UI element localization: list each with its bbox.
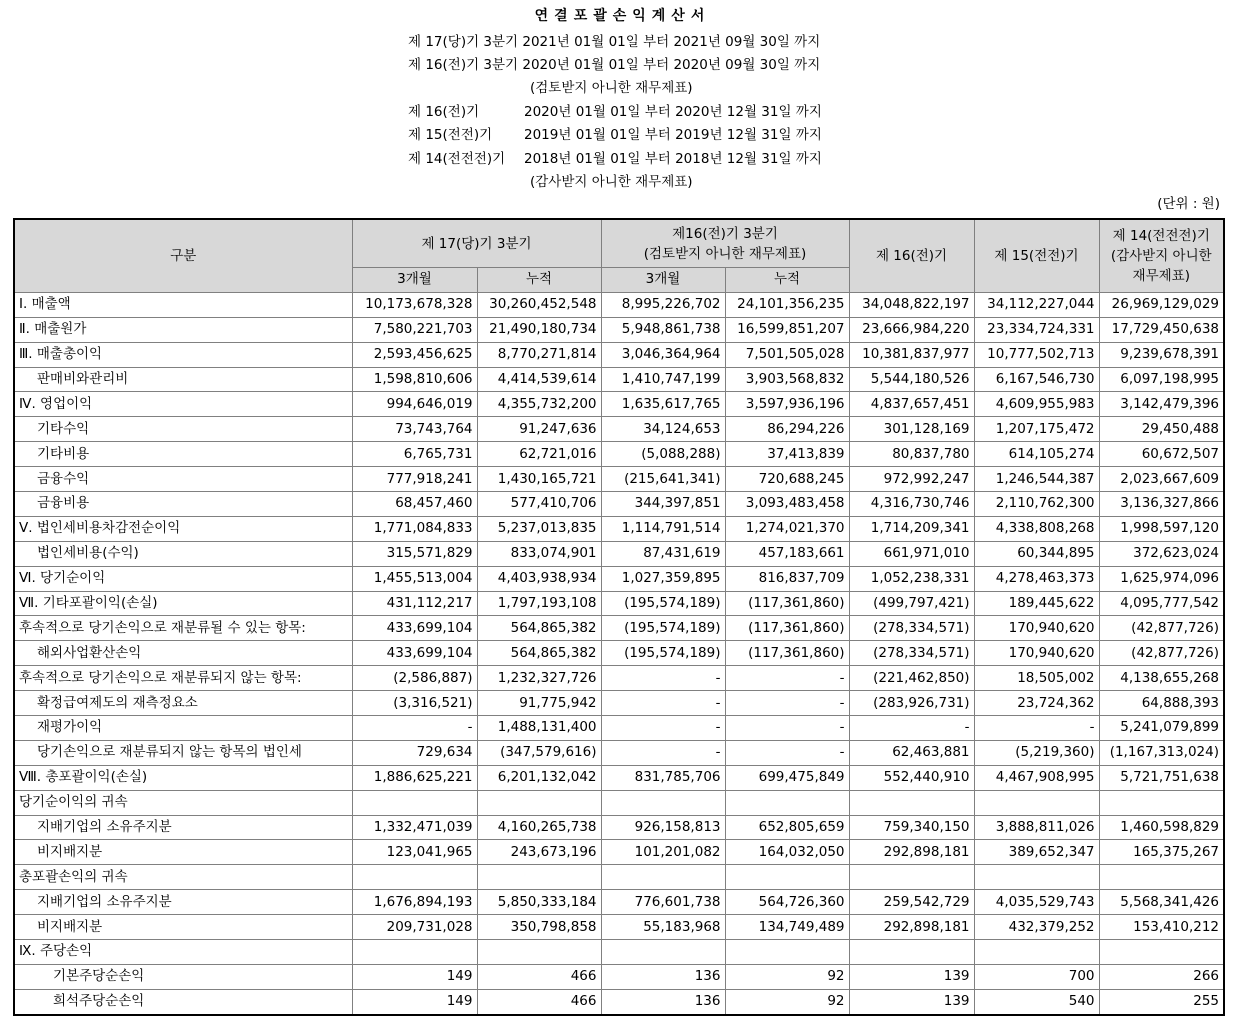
cell-y16	[849, 865, 974, 890]
col-header-y14	[1099, 219, 1224, 292]
cell-q17-cum: 833,074,901	[477, 541, 601, 566]
cell-q16-3m: (5,088,288)	[601, 442, 725, 467]
row-label: 재평가이익	[14, 716, 352, 741]
cell-y16: 139	[849, 964, 974, 989]
col-header-y16: 제 16(전)기	[849, 219, 974, 292]
cell-q16-3m: (195,574,189)	[601, 641, 725, 666]
cell-q16-3m: -	[601, 716, 725, 741]
table-row	[14, 566, 1224, 591]
row-label: Ⅴ. 법인세비용차감전순이익	[14, 516, 352, 541]
cell-y14: 3,136,327,866	[1099, 492, 1224, 517]
cell-q16-cum: 699,475,849	[725, 765, 849, 790]
cell-y16: 661,971,010	[849, 541, 974, 566]
cell-q17-3m: 431,112,217	[352, 591, 477, 616]
cell-y14: 1,625,974,096	[1099, 566, 1224, 591]
cell-y14: 26,969,129,029	[1099, 292, 1224, 317]
cell-q16-3m: 87,431,619	[601, 541, 725, 566]
cell-q17-cum: 4,414,539,614	[477, 367, 601, 392]
table-row	[14, 442, 1224, 467]
cell-q17-3m: 729,634	[352, 740, 477, 765]
cell-q17-cum: 243,673,196	[477, 840, 601, 865]
cell-y15: 23,724,362	[974, 691, 1099, 716]
cell-q16-3m: (195,574,189)	[601, 616, 725, 641]
cell-q16-cum: 3,093,483,458	[725, 492, 849, 517]
cell-y16: 5,544,180,526	[849, 367, 974, 392]
table-row	[14, 890, 1224, 915]
cell-q16-3m: 1,635,617,765	[601, 392, 725, 417]
col-header-q16-line1: 제16(전)기 3분기	[672, 225, 778, 242]
cell-q17-3m: 123,041,965	[352, 840, 477, 865]
period-line-current: 제 17(당)기 3분기 2021년 01월 01일 부터 2021년 09월 30일 까지	[408, 34, 821, 50]
cell-q17-cum: 4,160,265,738	[477, 815, 601, 840]
row-label: 비지배지분	[14, 840, 352, 865]
cell-q17-cum: 6,201,132,042	[477, 765, 601, 790]
table-row	[14, 940, 1224, 965]
cell-q16-3m: 926,158,813	[601, 815, 725, 840]
cell-q17-3m: 777,918,241	[352, 467, 477, 492]
cell-q16-cum: (117,361,860)	[725, 641, 849, 666]
cell-q16-3m: 136	[601, 989, 725, 1014]
cell-y16: 139	[849, 989, 974, 1014]
review-note: (검토받지 아니한 재무제표)	[530, 80, 693, 96]
cell-y16: 10,381,837,977	[849, 342, 974, 367]
row-label: 총포괄손익의 귀속	[14, 865, 352, 890]
table-row	[14, 964, 1224, 989]
cell-q16-cum: 816,837,709	[725, 566, 849, 591]
cell-q17-cum: 350,798,858	[477, 915, 601, 940]
cell-q17-cum: 564,865,382	[477, 616, 601, 641]
cell-q17-3m: 1,886,625,221	[352, 765, 477, 790]
cell-q17-3m: 6,765,731	[352, 442, 477, 467]
cell-y15	[974, 790, 1099, 815]
cell-q17-3m: 1,771,084,833	[352, 516, 477, 541]
cell-q17-3m: 1,455,513,004	[352, 566, 477, 591]
cell-q16-3m: 344,397,851	[601, 492, 725, 517]
period-line-prior: 제 16(전)기 3분기 2020년 01월 01일 부터 2020년 09월 30일 까지	[408, 57, 821, 73]
table-row	[14, 541, 1224, 566]
cell-y14: 255	[1099, 989, 1224, 1014]
row-label: 지배기업의 소유주지분	[14, 890, 352, 915]
cell-q16-3m: 1,410,747,199	[601, 367, 725, 392]
cell-q17-cum	[477, 940, 601, 965]
cell-q17-cum: 4,355,732,200	[477, 392, 601, 417]
cell-q16-3m: (215,641,341)	[601, 467, 725, 492]
cell-y16: 1,052,238,331	[849, 566, 974, 591]
table-row	[14, 840, 1224, 865]
row-label: 금융비용	[14, 492, 352, 517]
cell-y14	[1099, 940, 1224, 965]
cell-y16: 301,128,169	[849, 417, 974, 442]
row-label: 법인세비용(수익)	[14, 541, 352, 566]
cell-q17-cum: (347,579,616)	[477, 740, 601, 765]
row-label: Ⅰ. 매출액	[14, 292, 352, 317]
cell-q16-cum: -	[725, 666, 849, 691]
cell-y15: 4,035,529,743	[974, 890, 1099, 915]
cell-y14: 4,138,655,268	[1099, 666, 1224, 691]
row-label: Ⅸ. 주당손익	[14, 940, 352, 965]
cell-q16-cum	[725, 865, 849, 890]
row-label: 당기순이익의 귀속	[14, 790, 352, 815]
cell-q17-cum: 91,775,942	[477, 691, 601, 716]
cell-q16-3m: -	[601, 740, 725, 765]
cell-q17-3m: 994,646,019	[352, 392, 477, 417]
cell-q16-cum: 3,903,568,832	[725, 367, 849, 392]
table-row	[14, 691, 1224, 716]
col-header-q17: 제 17(당)기 3분기	[352, 219, 601, 268]
table-row	[14, 616, 1224, 641]
cell-y15: 23,334,724,331	[974, 317, 1099, 342]
cell-y15: 540	[974, 989, 1099, 1014]
cell-q17-cum: 1,488,131,400	[477, 716, 601, 741]
cell-y15: 614,105,274	[974, 442, 1099, 467]
cell-q16-3m: 55,183,968	[601, 915, 725, 940]
cell-q16-cum: 720,688,245	[725, 467, 849, 492]
cell-q17-3m: 7,580,221,703	[352, 317, 477, 342]
cell-y15	[974, 865, 1099, 890]
row-label: 기본주당순손익	[14, 964, 352, 989]
cell-y16: 4,837,657,451	[849, 392, 974, 417]
annual-range-16: 2020년 01월 01일 부터 2020년 12월 31일 까지	[524, 104, 822, 120]
income-statement-table	[13, 218, 1225, 1016]
cell-y15: 432,379,252	[974, 915, 1099, 940]
cell-y15: 1,246,544,387	[974, 467, 1099, 492]
cell-q16-cum: 457,183,661	[725, 541, 849, 566]
table-row	[14, 989, 1224, 1014]
col-header-item: 구분	[14, 219, 352, 292]
cell-y14: 5,721,751,638	[1099, 765, 1224, 790]
row-label: 판매비와관리비	[14, 367, 352, 392]
cell-y15: 389,652,347	[974, 840, 1099, 865]
cell-y15: -	[974, 716, 1099, 741]
cell-q16-cum: (117,361,860)	[725, 591, 849, 616]
cell-y16: (221,462,850)	[849, 666, 974, 691]
cell-y16: 292,898,181	[849, 915, 974, 940]
cell-y16: (278,334,571)	[849, 616, 974, 641]
row-label: 후속적으로 당기손익으로 재분류되지 않는 항목:	[14, 666, 352, 691]
cell-q17-3m	[352, 940, 477, 965]
cell-q16-3m: 1,027,359,895	[601, 566, 725, 591]
cell-q16-cum: 92	[725, 989, 849, 1014]
cell-q16-3m: 5,948,861,738	[601, 317, 725, 342]
cell-q17-cum: 1,430,165,721	[477, 467, 601, 492]
row-label: Ⅱ. 매출원가	[14, 317, 352, 342]
row-label: 지배기업의 소유주지분	[14, 815, 352, 840]
cell-y15: 2,110,762,300	[974, 492, 1099, 517]
cell-y16: -	[849, 716, 974, 741]
cell-q16-cum: -	[725, 716, 849, 741]
cell-y14: 5,568,341,426	[1099, 890, 1224, 915]
col-header-y15: 제 15(전전)기	[974, 219, 1099, 292]
cell-y16	[849, 790, 974, 815]
cell-q17-3m: -	[352, 716, 477, 741]
cell-y14	[1099, 865, 1224, 890]
table-row	[14, 666, 1224, 691]
cell-q16-3m: 101,201,082	[601, 840, 725, 865]
cell-q16-cum	[725, 940, 849, 965]
cell-q17-3m: 10,173,678,328	[352, 292, 477, 317]
cell-q16-3m: -	[601, 666, 725, 691]
cell-q16-3m	[601, 940, 725, 965]
cell-y15: 18,505,002	[974, 666, 1099, 691]
cell-q16-cum	[725, 790, 849, 815]
annual-label-15: 제 15(전전)기	[408, 127, 493, 143]
cell-q16-cum: 24,101,356,235	[725, 292, 849, 317]
cell-y15: 4,338,808,268	[974, 516, 1099, 541]
cell-y14: 17,729,450,638	[1099, 317, 1224, 342]
cell-y15: 189,445,622	[974, 591, 1099, 616]
cell-q17-cum: 5,850,333,184	[477, 890, 601, 915]
cell-q17-3m: 209,731,028	[352, 915, 477, 940]
cell-y14: 9,239,678,391	[1099, 342, 1224, 367]
cell-q17-3m: (2,586,887)	[352, 666, 477, 691]
col-header-q16-line2: (검토받지 아니한 재무제표)	[643, 245, 807, 262]
cell-q17-3m: 149	[352, 964, 477, 989]
cell-y14: 1,998,597,120	[1099, 516, 1224, 541]
annual-range-14: 2018년 01월 01일 부터 2018년 12월 31일 까지	[524, 151, 822, 167]
cell-y16	[849, 940, 974, 965]
cell-y15: 10,777,502,713	[974, 342, 1099, 367]
cell-y16: 259,542,729	[849, 890, 974, 915]
cell-q17-cum	[477, 790, 601, 815]
cell-q17-3m: 1,332,471,039	[352, 815, 477, 840]
row-label: Ⅳ. 영업이익	[14, 392, 352, 417]
cell-y15: 1,207,175,472	[974, 417, 1099, 442]
cell-y16: 292,898,181	[849, 840, 974, 865]
cell-q17-cum: 1,232,327,726	[477, 666, 601, 691]
table-row	[14, 740, 1224, 765]
annual-label-16: 제 16(전)기	[408, 104, 480, 120]
cell-y14: 2,023,667,609	[1099, 467, 1224, 492]
cell-y16: (499,797,421)	[849, 591, 974, 616]
cell-y15: (5,219,360)	[974, 740, 1099, 765]
cell-q17-cum: 21,490,180,734	[477, 317, 601, 342]
cell-q17-cum: 91,247,636	[477, 417, 601, 442]
table-row	[14, 367, 1224, 392]
annual-label-14: 제 14(전전전)기	[408, 151, 506, 167]
col-header-y14-line2: (감사받지 아니한	[1110, 247, 1212, 264]
cell-q17-3m: 433,699,104	[352, 641, 477, 666]
cell-y14: 165,375,267	[1099, 840, 1224, 865]
cell-y14: (42,877,726)	[1099, 616, 1224, 641]
statement-title: 연결포괄손익계산서	[534, 8, 711, 24]
cell-y14: 4,095,777,542	[1099, 591, 1224, 616]
cell-q16-3m: 776,601,738	[601, 890, 725, 915]
cell-y16: (283,926,731)	[849, 691, 974, 716]
cell-q16-cum: (117,361,860)	[725, 616, 849, 641]
cell-y14	[1099, 790, 1224, 815]
table-row	[14, 492, 1224, 517]
cell-q17-3m: 2,593,456,625	[352, 342, 477, 367]
cell-q17-cum: 1,797,193,108	[477, 591, 601, 616]
cell-q17-cum: 466	[477, 964, 601, 989]
table-row	[14, 915, 1224, 940]
cell-q17-3m: 1,598,810,606	[352, 367, 477, 392]
cell-q17-cum: 564,865,382	[477, 641, 601, 666]
cell-y15: 170,940,620	[974, 616, 1099, 641]
cell-q17-3m: 73,743,764	[352, 417, 477, 442]
table-row	[14, 765, 1224, 790]
cell-y15: 170,940,620	[974, 641, 1099, 666]
sub-header-q16-3m: 3개월	[601, 268, 725, 293]
cell-q16-cum: 7,501,505,028	[725, 342, 849, 367]
cell-y14: 1,460,598,829	[1099, 815, 1224, 840]
cell-q17-3m: 315,571,829	[352, 541, 477, 566]
cell-y16: 4,316,730,746	[849, 492, 974, 517]
cell-y16: (278,334,571)	[849, 641, 974, 666]
cell-q17-3m	[352, 790, 477, 815]
row-label: 기타수익	[14, 417, 352, 442]
cell-y14: 153,410,212	[1099, 915, 1224, 940]
cell-y15	[974, 940, 1099, 965]
cell-y15: 6,167,546,730	[974, 367, 1099, 392]
cell-q16-3m: 1,114,791,514	[601, 516, 725, 541]
cell-y15: 34,112,227,044	[974, 292, 1099, 317]
cell-y14: (42,877,726)	[1099, 641, 1224, 666]
cell-q16-3m: 831,785,706	[601, 765, 725, 790]
table-row	[14, 815, 1224, 840]
cell-q16-cum: 564,726,360	[725, 890, 849, 915]
cell-q16-3m	[601, 790, 725, 815]
cell-q17-3m: 149	[352, 989, 477, 1014]
table-row	[14, 467, 1224, 492]
cell-q17-cum: 466	[477, 989, 601, 1014]
sub-header-q17-cum: 누적	[477, 268, 601, 293]
sub-header-q16-cum: 누적	[725, 268, 849, 293]
cell-y16: 1,714,209,341	[849, 516, 974, 541]
cell-q17-3m: 433,699,104	[352, 616, 477, 641]
table-row	[14, 292, 1224, 317]
row-label: 금융수익	[14, 467, 352, 492]
cell-y15: 700	[974, 964, 1099, 989]
cell-y15: 60,344,895	[974, 541, 1099, 566]
cell-q16-cum: 134,749,489	[725, 915, 849, 940]
statement-rows	[14, 292, 1224, 1014]
row-label: 기타비용	[14, 442, 352, 467]
row-label: Ⅷ. 총포괄이익(손실)	[14, 765, 352, 790]
cell-q16-cum: 3,597,936,196	[725, 392, 849, 417]
cell-q16-3m: -	[601, 691, 725, 716]
cell-y16: 23,666,984,220	[849, 317, 974, 342]
cell-q17-cum: 8,770,271,814	[477, 342, 601, 367]
audit-note: (감사받지 아니한 재무제표)	[530, 174, 693, 190]
col-header-y14-line1: 제 14(전전전)기	[1112, 227, 1210, 244]
cell-q16-cum: 1,274,021,370	[725, 516, 849, 541]
annual-range-15: 2019년 01월 01일 부터 2019년 12월 31일 까지	[524, 127, 822, 143]
cell-y14: 60,672,507	[1099, 442, 1224, 467]
cell-q16-3m: (195,574,189)	[601, 591, 725, 616]
cell-q17-cum: 577,410,706	[477, 492, 601, 517]
cell-y15: 4,467,908,995	[974, 765, 1099, 790]
cell-y16: 80,837,780	[849, 442, 974, 467]
table-row	[14, 317, 1224, 342]
table-row	[14, 790, 1224, 815]
table-row	[14, 865, 1224, 890]
cell-q16-cum: 16,599,851,207	[725, 317, 849, 342]
cell-q16-cum: 92	[725, 964, 849, 989]
sub-header-q17-3m: 3개월	[352, 268, 477, 293]
cell-q16-cum: -	[725, 740, 849, 765]
cell-y15: 4,278,463,373	[974, 566, 1099, 591]
table-row	[14, 417, 1224, 442]
cell-q17-cum: 4,403,938,934	[477, 566, 601, 591]
row-label: 당기손익으로 재분류되지 않는 항목의 법인세	[14, 740, 352, 765]
cell-y15: 4,609,955,983	[974, 392, 1099, 417]
cell-q16-cum: 37,413,839	[725, 442, 849, 467]
cell-y14: 3,142,479,396	[1099, 392, 1224, 417]
row-label: Ⅲ. 매출총이익	[14, 342, 352, 367]
cell-q16-3m: 34,124,653	[601, 417, 725, 442]
cell-q17-3m: 68,457,460	[352, 492, 477, 517]
table-row	[14, 392, 1224, 417]
cell-y14: 6,097,198,995	[1099, 367, 1224, 392]
cell-q17-cum: 30,260,452,548	[477, 292, 601, 317]
cell-q17-3m: 1,676,894,193	[352, 890, 477, 915]
cell-y16: 552,440,910	[849, 765, 974, 790]
cell-q17-cum	[477, 865, 601, 890]
cell-q17-cum: 5,237,013,835	[477, 516, 601, 541]
cell-y14: 372,623,024	[1099, 541, 1224, 566]
cell-q16-3m: 8,995,226,702	[601, 292, 725, 317]
cell-y14: 266	[1099, 964, 1224, 989]
cell-q16-cum: 652,805,659	[725, 815, 849, 840]
row-label: Ⅶ. 기타포괄이익(손실)	[14, 591, 352, 616]
cell-q16-3m	[601, 865, 725, 890]
row-label: 후속적으로 당기손익으로 재분류될 수 있는 항목:	[14, 616, 352, 641]
cell-y16: 34,048,822,197	[849, 292, 974, 317]
cell-y14: 64,888,393	[1099, 691, 1224, 716]
col-header-q16	[601, 219, 849, 268]
row-label: 희석주당순손익	[14, 989, 352, 1014]
col-header-y14-line3: 재무제표)	[1132, 267, 1190, 284]
cell-y14: 5,241,079,899	[1099, 716, 1224, 741]
table-row	[14, 716, 1224, 741]
cell-q17-3m: (3,316,521)	[352, 691, 477, 716]
cell-y14: 29,450,488	[1099, 417, 1224, 442]
cell-q16-cum: 86,294,226	[725, 417, 849, 442]
cell-y15: 3,888,811,026	[974, 815, 1099, 840]
row-label: Ⅵ. 당기순이익	[14, 566, 352, 591]
table-row	[14, 516, 1224, 541]
cell-q17-cum: 62,721,016	[477, 442, 601, 467]
cell-y16: 972,992,247	[849, 467, 974, 492]
cell-y16: 62,463,881	[849, 740, 974, 765]
cell-q16-3m: 3,046,364,964	[601, 342, 725, 367]
unit-label: (단위 : 원)	[1157, 196, 1220, 212]
row-label: 비지배지분	[14, 915, 352, 940]
cell-q16-cum: 164,032,050	[725, 840, 849, 865]
table-row	[14, 641, 1224, 666]
cell-q16-cum: -	[725, 691, 849, 716]
table-row	[14, 342, 1224, 367]
row-label: 해외사업환산손익	[14, 641, 352, 666]
cell-y14: (1,167,313,024)	[1099, 740, 1224, 765]
row-label: 확정급여제도의 재측정요소	[14, 691, 352, 716]
cell-y16: 759,340,150	[849, 815, 974, 840]
cell-q16-3m: 136	[601, 964, 725, 989]
table-row	[14, 591, 1224, 616]
cell-q17-3m	[352, 865, 477, 890]
